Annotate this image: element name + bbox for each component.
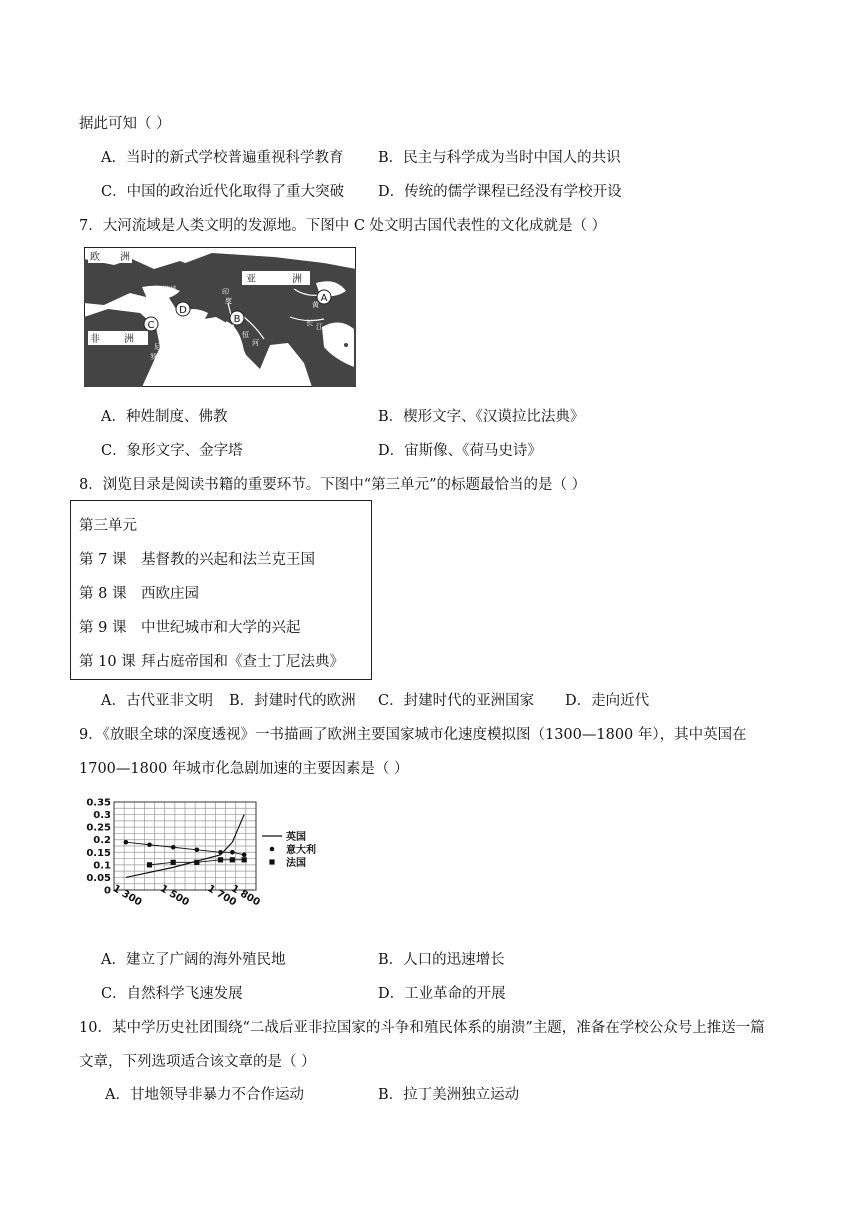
q9-stem-line1: 9．《放眼全球的深度透视》一书描画了欧洲主要国家城市化速度模拟图（1300—1800 年），其中英国在 <box>79 727 747 743</box>
q9-option-c[interactable]: C．自然科学飞速发展 <box>101 986 243 1002</box>
legend-label-italy: 意大利 <box>286 845 316 856</box>
chart-point-france <box>230 857 235 862</box>
legend-swatch-france <box>269 859 274 864</box>
q7-option-a[interactable]: A．种姓制度、佛教 <box>101 409 228 425</box>
map-label: 黄 <box>312 301 319 309</box>
map-label: 河 <box>252 339 259 347</box>
chart-point-italy <box>147 842 152 847</box>
map-label: B <box>233 314 241 325</box>
q6-option-c[interactable]: C．中国的政治近代化取得了重大突破 <box>101 184 345 200</box>
toc-lesson-title: 基督教的兴起和法兰克王国 <box>141 552 315 568</box>
river-civilization-map <box>84 247 356 387</box>
chart-y-tick-label: 0.15 <box>86 847 111 859</box>
toc-lesson-num: 第 7 课 <box>79 552 127 568</box>
toc-unit-title: 第三单元 <box>79 518 137 534</box>
chart-y-tick-label: 0.05 <box>86 872 111 884</box>
chart-y-tick-label: 0 <box>104 885 111 897</box>
map-label: 河 <box>227 331 234 339</box>
toc-lesson-title: 拜占庭帝国和《查士丁尼法典》 <box>141 654 344 670</box>
chart-x-tick-label: 1 700 <box>205 883 239 909</box>
q10-stem-line2: 文章，下列选项适合该文章的是（ ） <box>79 1054 316 1070</box>
chart-x-tick-label: 1 800 <box>229 883 262 909</box>
q6-option-b[interactable]: B．民主与科学成为当时中国人的共识 <box>378 150 621 166</box>
q8-option-c[interactable]: C．封建时代的亚洲国家 <box>378 693 535 709</box>
q10-stem-line1: 10．某中学历史社团围绕“二战后亚非拉国家的斗争和殖民体系的崩溃”主题，准备在学校公众号上推送一篇 <box>79 1020 765 1036</box>
q7-stem: 7．大河流域是人类文明的发源地。下图中 C 处文明古国代表性的文化成就是（ ） <box>79 218 607 234</box>
q7-option-b[interactable]: B．楔形文字、《汉谟拉比法典》 <box>378 409 585 425</box>
q6-stem-tail: 据此可知（ ） <box>79 116 171 132</box>
map-label: 洲 <box>120 252 130 263</box>
map-label: 尼 <box>154 343 161 351</box>
toc-lesson <box>79 548 315 569</box>
chart-y-tick-label: 0.2 <box>93 835 111 847</box>
map-label: 欧 <box>90 252 100 263</box>
chart-point-italy <box>195 847 200 852</box>
chart-x-tick-label: 1 500 <box>158 883 191 909</box>
toc-lesson <box>79 582 199 603</box>
map-label: 罗 <box>150 353 157 361</box>
map-label: 亚 <box>246 274 256 285</box>
legend-label-france: 法国 <box>286 858 306 869</box>
map-label: C <box>147 320 155 331</box>
q8-option-d[interactable]: D．走向近代 <box>565 693 650 709</box>
toc-lesson-title: 西欧庄园 <box>141 586 199 602</box>
map-label: D <box>179 305 187 316</box>
q8-option-a[interactable]: A．古代亚非文明 <box>101 693 213 709</box>
legend-label-england: 英国 <box>286 832 306 843</box>
toc-lesson <box>79 616 301 637</box>
toc-lesson <box>79 650 344 671</box>
toc-lesson-num: 第 9 课 <box>79 620 127 636</box>
chart-y-tick-label: 0.25 <box>86 822 111 834</box>
chart-point-italy <box>124 840 129 845</box>
map-label: 度 <box>225 297 232 305</box>
q6-option-d[interactable]: D．传统的儒学课程已经没有学校开设 <box>378 184 622 200</box>
q10-option-a[interactable]: A．甘地领导非暴力不合作运动 <box>105 1087 304 1103</box>
map-label: 西河流域 <box>152 286 177 293</box>
chart-point-france <box>171 860 176 865</box>
chart-y-tick-label: 0.1 <box>93 860 111 872</box>
urbanization-chart <box>78 792 348 932</box>
map-label: 洲 <box>292 274 302 285</box>
chart-point-france <box>147 862 152 867</box>
toc-lesson-num: 第 8 课 <box>79 586 127 602</box>
q9-stem-line2: 1700—1800 年城市化急剧加速的主要因素是（ ） <box>79 761 409 777</box>
toc-lesson-title: 中世纪城市和大学的兴起 <box>141 620 301 636</box>
chart-point-italy <box>242 853 247 858</box>
map-label: 长 <box>306 319 313 327</box>
q10-option-b[interactable]: B．拉丁美洲独立运动 <box>378 1087 520 1103</box>
q9-option-b[interactable]: B．人口的迅速增长 <box>378 952 505 968</box>
map-label: 恒 <box>242 331 249 339</box>
toc-lesson-num: 第 10 课 <box>79 654 136 670</box>
q7-option-d[interactable]: D．宙斯像、《荷马史诗》 <box>378 443 542 459</box>
chart-point-italy <box>230 850 235 855</box>
chart-point-france <box>242 857 247 862</box>
map-label: 印 <box>222 288 229 296</box>
q8-option-b[interactable]: B．封建时代的欧洲 <box>229 693 356 709</box>
map-label: A <box>320 293 328 304</box>
q9-option-d[interactable]: D．工业革命的开展 <box>378 986 506 1002</box>
map-label: 洲 <box>124 334 134 345</box>
chart-point-italy <box>171 845 176 850</box>
chart-point-france <box>194 860 199 865</box>
chart-x-tick-label: 1 300 <box>110 883 144 909</box>
map-label: 河 <box>154 375 161 383</box>
chart-point-france <box>218 857 223 862</box>
table-of-contents-box <box>70 500 372 680</box>
q6-option-a[interactable]: A．当时的新式学校普遍重视科学教育 <box>101 150 344 166</box>
map-label: 江 <box>316 323 323 331</box>
chart-point-italy <box>218 850 223 855</box>
legend-swatch-italy <box>270 847 275 852</box>
map-label: 非 <box>90 334 100 345</box>
chart-y-tick-label: 0.35 <box>86 797 111 809</box>
chart-y-tick-label: 0.3 <box>93 810 111 822</box>
q8-stem: 8．浏览目录是阅读书籍的重要环节。下图中“第三单元”的标题最恰当的是（ ） <box>79 477 587 493</box>
q9-option-a[interactable]: A．建立了广阔的海外殖民地 <box>101 952 286 968</box>
q7-option-c[interactable]: C．象形文字、金字塔 <box>101 443 243 459</box>
